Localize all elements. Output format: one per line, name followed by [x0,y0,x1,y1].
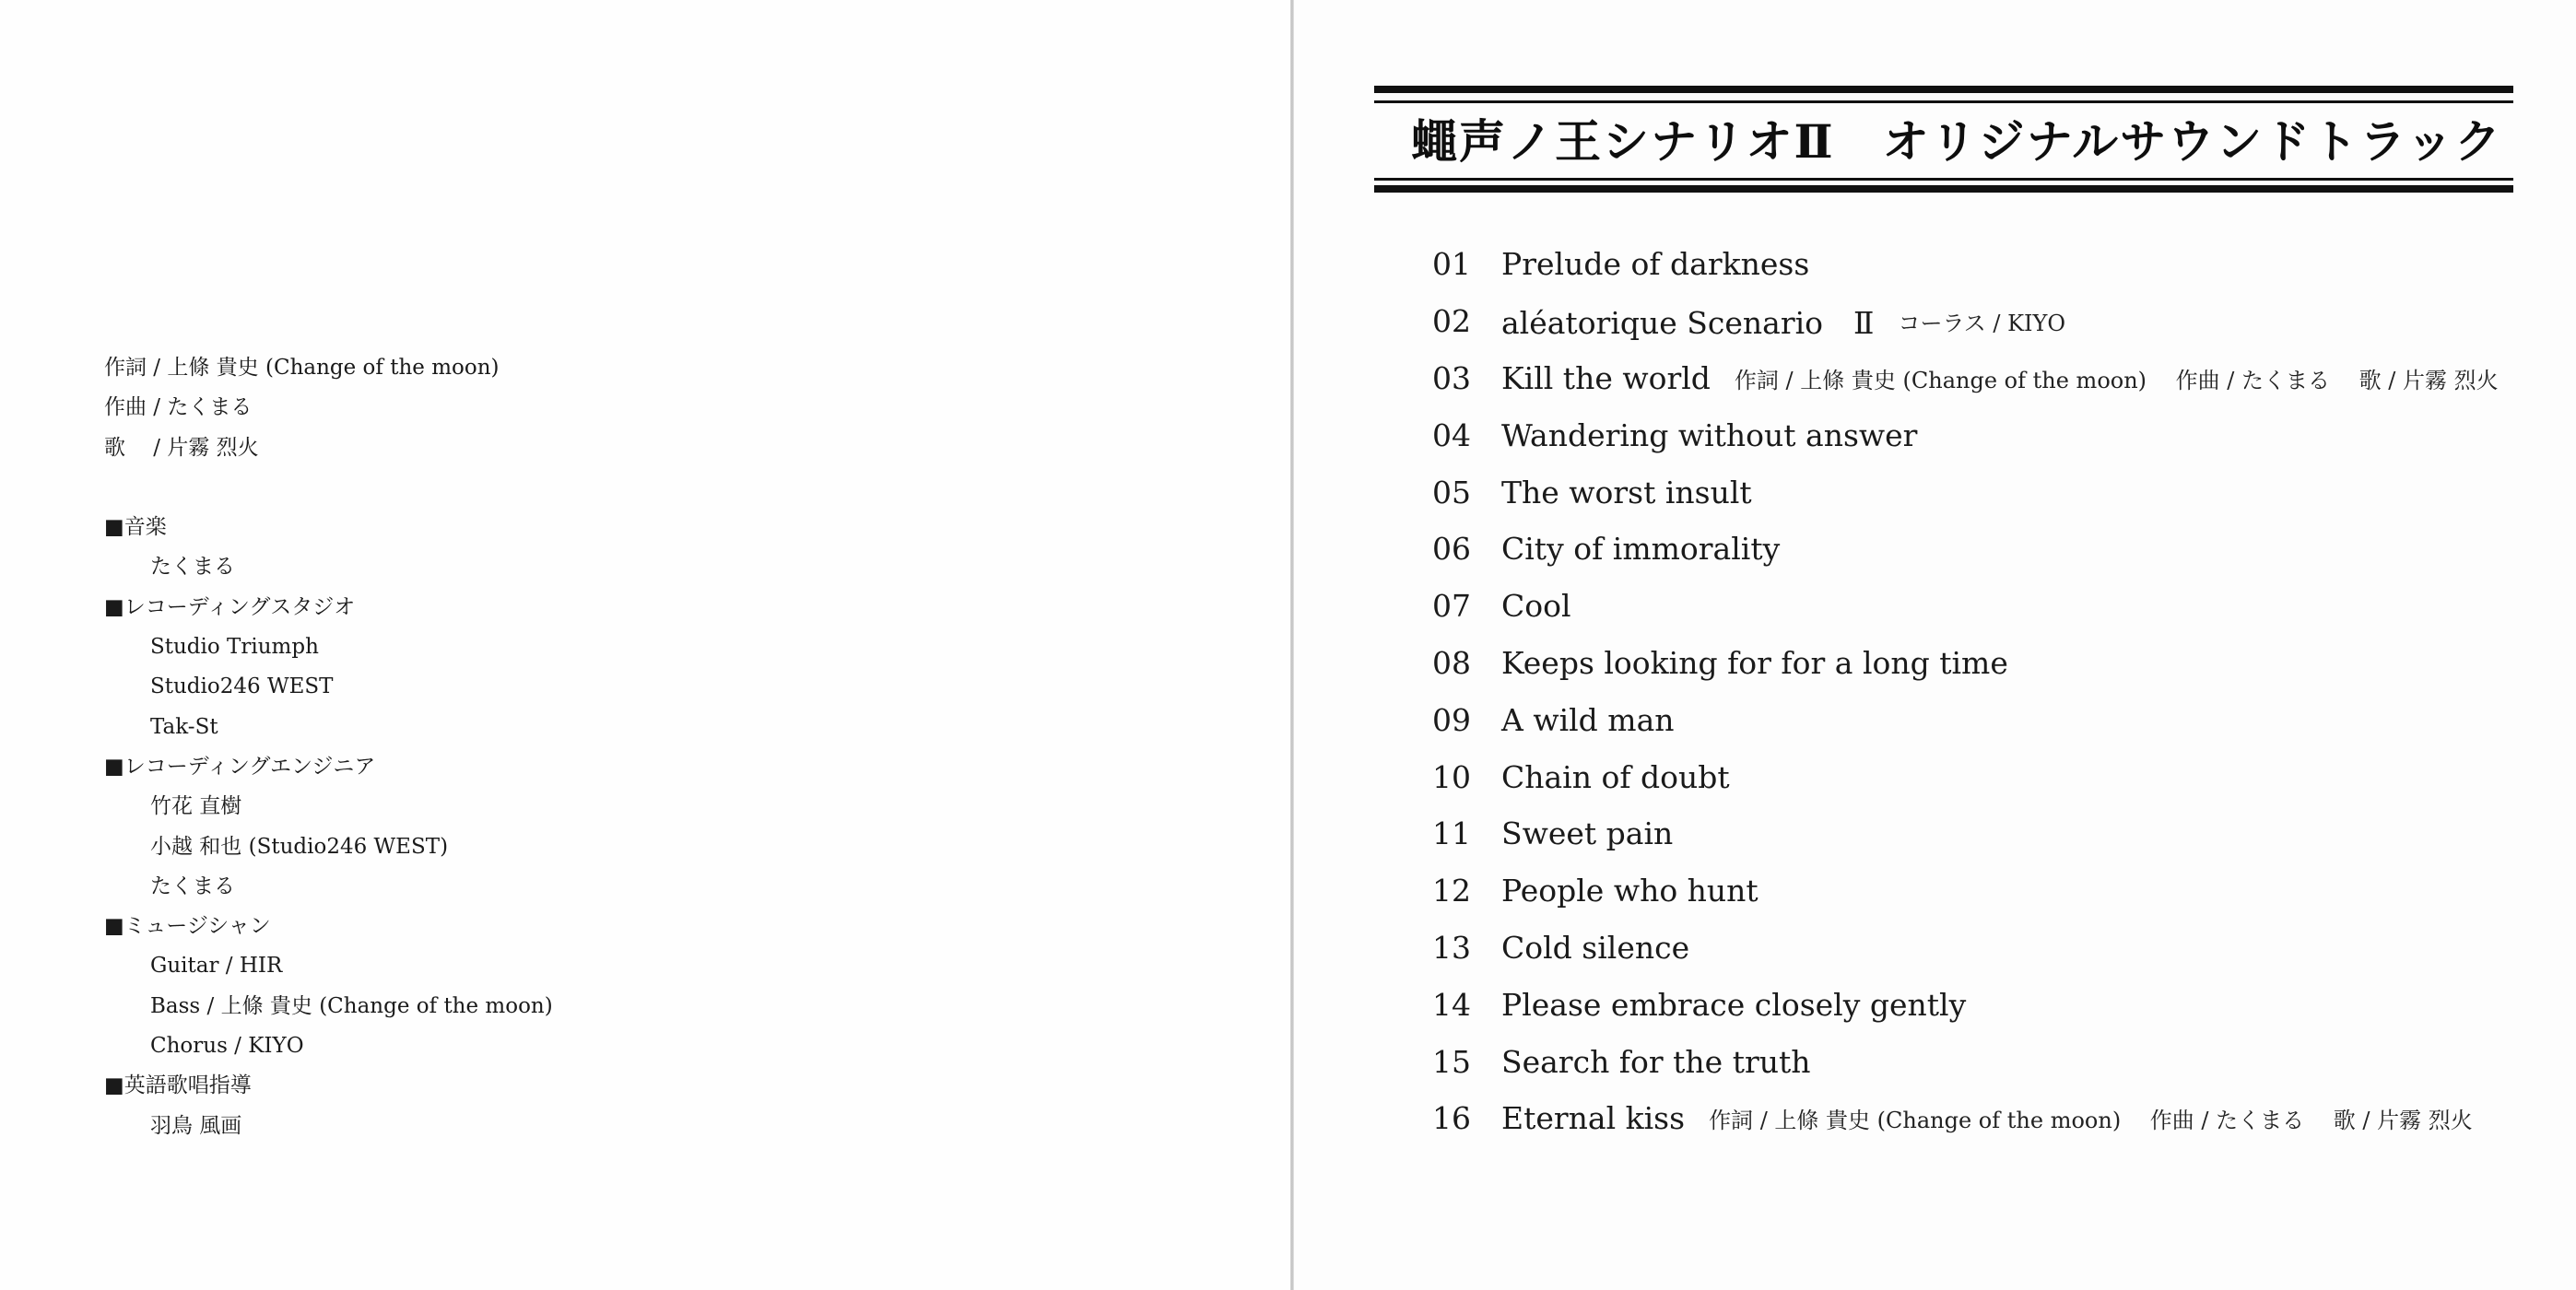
title-banner [1374,86,2513,196]
track-title: Wandering without answer [1501,416,1918,453]
track-title: Eternal kiss [1501,1100,1686,1137]
track-number: 02 [1432,303,1471,340]
title-rule [1374,178,2513,181]
track-number: 04 [1432,416,1471,453]
track-number: 12 [1432,873,1471,909]
section-heading-engineer: ■ レコーディングエンジニア [104,747,1210,787]
track-number: 14 [1432,986,1471,1023]
track-number: 05 [1432,474,1471,510]
track-number: 13 [1432,929,1471,966]
track-row [1432,805,2538,862]
section-item: 小越 和也 (Studio246 WEST) [150,834,449,859]
track-row [1432,293,2538,350]
title-rule [1374,185,2513,193]
track-row [1432,691,2538,748]
track-row [1432,1090,2538,1147]
credits-block [104,348,1210,1146]
track-title: Cold silence [1501,929,1690,966]
track-row [1432,635,2538,692]
track-row [1432,1033,2538,1090]
track-number: 01 [1432,246,1471,283]
section-heading-music: ■ 音楽 [104,508,1210,547]
track-credit: 作詞 / 上條 貴史 (Change of the moon) 作曲 / たくまる 歌 / 片霧 烈火 [1734,367,2499,393]
track-title: Cool [1501,588,1571,625]
section-heading-studio: ■ レコーディングスタジオ [104,588,1210,627]
track-title: Please embrace closely gently [1501,986,1967,1023]
track-title: Sweet pain [1501,815,1674,852]
section-item: Studio Triumph [150,635,319,660]
song-credit-vocal: 歌 / 片霧 烈火 [104,435,259,460]
track-row [1432,406,2538,463]
track-title: People who hunt [1501,873,1759,909]
track-title: Chain of doubt [1501,758,1730,795]
track-credit: 作詞 / 上條 貴史 (Change of the moon) 作曲 / たくまる 歌 / 片霧 烈火 [1709,1108,2473,1134]
section-item: たくまる [150,874,235,898]
section-item: Chorus / KIYO [150,1034,304,1059]
track-title: City of immorality [1501,531,1781,568]
section-item: 竹花 直樹 [150,794,242,819]
track-number: 11 [1432,815,1471,852]
track-credit: コーラス / KIYO [1898,311,2066,337]
track-number: 10 [1432,758,1471,795]
track-number: 15 [1432,1043,1471,1080]
track-title: The worst insult [1501,474,1752,510]
track-number: 03 [1432,359,1471,396]
track-row [1432,578,2538,635]
track-title: Search for the truth [1501,1043,1811,1080]
track-number: 07 [1432,588,1471,625]
track-row [1432,862,2538,920]
tracklist [1432,236,2538,1147]
track-number: 09 [1432,701,1471,738]
track-number: 08 [1432,644,1471,681]
title-rule [1374,86,2513,93]
track-title: Prelude of darkness [1501,246,1810,283]
song-credit-lyrics: 作詞 / 上條 貴史 (Change of the moon) [104,356,500,380]
section-heading-musician: ■ ミュージシャン [104,907,1210,946]
track-number: 06 [1432,531,1471,568]
track-row [1432,976,2538,1033]
album-title: 蠅声ノ王シナリオⅡ オリジナルサウンドトラック [1411,114,2503,169]
track-title: aléatorique Scenario Ⅱ [1501,305,1875,342]
track-row [1432,350,2538,407]
track-row [1432,521,2538,578]
track-row [1432,463,2538,521]
track-title: A wild man [1501,701,1675,738]
spacer [104,468,1210,508]
track-row [1432,236,2538,293]
section-item: Bass / 上條 貴史 (Change of the moon) [150,993,553,1018]
section-item: Guitar / HIR [150,954,283,979]
track-row [1432,748,2538,805]
section-item: Studio246 WEST [150,674,334,699]
song-credit-composer: 作曲 / たくまる [104,395,253,420]
track-title: Keeps looking for for a long time [1501,644,2008,681]
title-rule [1374,100,2513,103]
section-item: たくまる [150,555,235,580]
track-title: Kill the world [1501,359,1711,396]
section-item: Tak-St [150,714,218,739]
section-heading-english-coach: ■ 英語歌唱指導 [104,1066,1210,1106]
section-item: 羽鳥 風画 [150,1113,242,1138]
track-row [1432,920,2538,977]
track-number: 16 [1432,1100,1471,1137]
